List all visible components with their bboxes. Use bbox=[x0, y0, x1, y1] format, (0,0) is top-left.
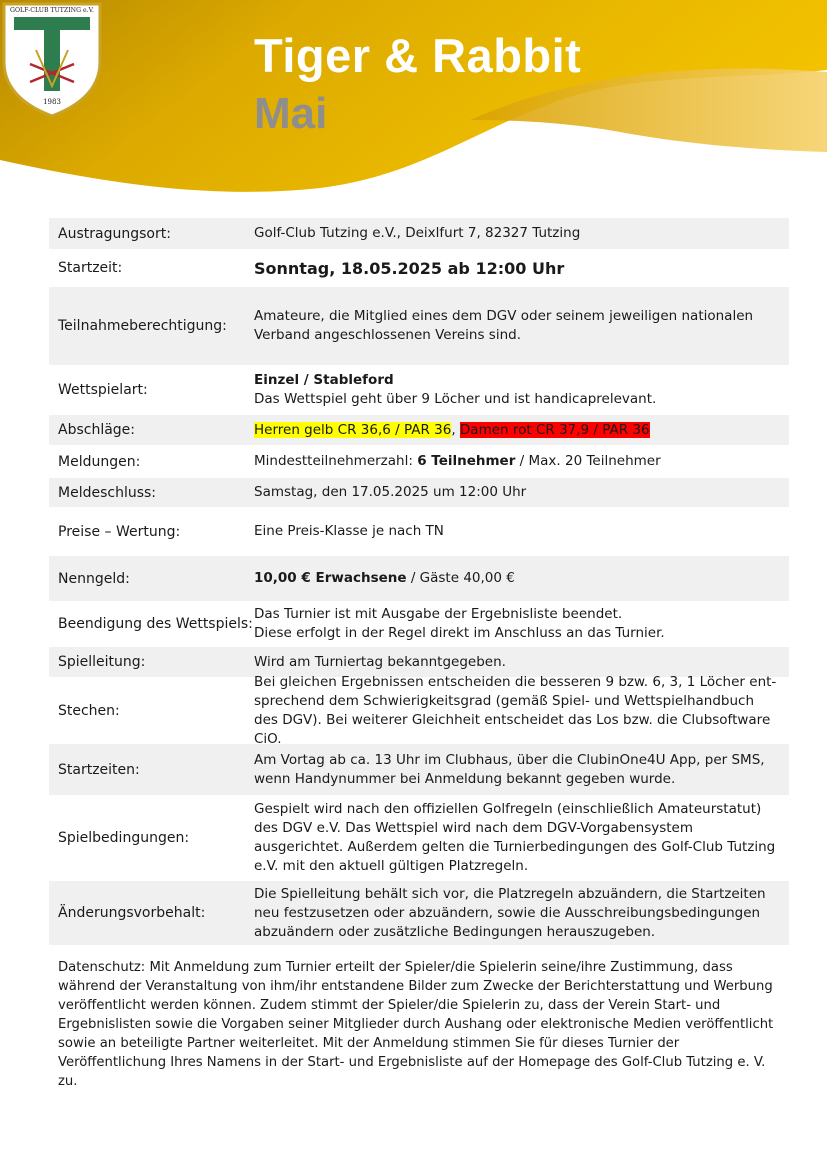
value-spielleitung: Wird am Turniertag bekanntgegeben. bbox=[254, 653, 506, 670]
row-aenderungsvorbehalt bbox=[49, 881, 789, 947]
value-meldeschluss: Samstag, den 17.05.2025 um 12:00 Uhr bbox=[254, 484, 527, 500]
label-spielbedingungen: Spielbedingungen: bbox=[58, 830, 190, 846]
label-preise: Preise – Wertung: bbox=[58, 523, 181, 540]
page-subtitle: Mai bbox=[254, 89, 328, 138]
value-startzeiten: Am Vortag ab ca. 13 Uhr im Clubhaus, über die ClubinOne4U App, per SMS, wenn Handynummer bei Anmeldung bekannt gegeben wurde. bbox=[254, 751, 765, 787]
logo-club-name: GOLF-CLUB TUTZING e.V. bbox=[10, 7, 94, 14]
row-abschlaege bbox=[49, 415, 789, 447]
meldungen-min: 6 Teilnehmer bbox=[417, 453, 516, 469]
beendigung-line1: Das Turnier ist mit Ausgabe der Ergebnisliste beendet. bbox=[254, 606, 623, 622]
value-beendigung bbox=[254, 605, 789, 643]
row-meldeschluss bbox=[49, 478, 789, 509]
meldungen-prefix: Mindestteilnehmerzahl: bbox=[254, 453, 418, 469]
value-meldungen bbox=[254, 452, 789, 471]
header-banner bbox=[0, 0, 827, 200]
row-beendigung bbox=[49, 603, 789, 647]
beendigung-line2: Diese erfolgt in der Regel direkt im Anschluss an das Turnier. bbox=[254, 625, 665, 641]
value-nenngeld bbox=[254, 569, 789, 588]
label-abschlaege: Abschläge: bbox=[58, 422, 136, 438]
label-nenngeld: Nenngeld: bbox=[58, 570, 130, 587]
label-spielleitung: Spielleitung: bbox=[58, 654, 146, 670]
value-stechen: Bei gleichen Ergebnissen entscheiden die besseren 9 bzw. 6, 3, 1 Löcher ent- sprechend dem Schwierigkeitsgrad (gemäß Spiel- und Wettspielhandbuch des DGV). Bei weiterer Gleichheit entscheidet das Los bzw. die Clubsoftware CiO. bbox=[254, 673, 777, 747]
row-preise bbox=[49, 509, 789, 556]
label-startzeiten: Startzeiten: bbox=[58, 761, 140, 778]
row-nenngeld bbox=[49, 556, 789, 603]
nenngeld-adults: 10,00 € Erwachsene bbox=[254, 570, 407, 586]
value-abschlaege bbox=[254, 421, 789, 440]
tournament-info-table bbox=[49, 218, 789, 947]
value-spielbedingungen: Gespielt wird nach den offiziellen Golfregeln (einschließlich Amateurstatut) des DGV e.V. Das Wettspiel wird nach dem DGV-Vorgabensystem ausgerichtet. Außerdem gelten die Turnierbedingungen des Golf-Club Tutzing e.V. mit den aktuell gültigen Platzregeln. bbox=[254, 801, 776, 874]
value-wettspielart bbox=[254, 371, 789, 409]
label-stechen: Stechen: bbox=[58, 702, 120, 719]
row-meldungen bbox=[49, 447, 789, 478]
label-wettspielart: Wettspielart: bbox=[58, 382, 148, 398]
label-beendigung: Beendigung des Wettspiels: bbox=[58, 616, 253, 632]
logo-year: 1983 bbox=[43, 98, 61, 106]
label-teilnahmeberechtigung: Teilnahmeberechtigung: bbox=[58, 318, 227, 334]
row-teilnahmeberechtigung bbox=[49, 287, 789, 367]
wettspielart-format: Einzel / Stableford bbox=[254, 372, 394, 388]
row-startzeiten bbox=[49, 744, 789, 797]
label-startzeit: Startzeit: bbox=[58, 260, 123, 276]
page-title: Tiger & Rabbit bbox=[254, 29, 582, 82]
wettspielart-description: Das Wettspiel geht über 9 Löcher und ist handicaprelevant. bbox=[254, 391, 657, 407]
row-spielbedingungen bbox=[49, 797, 789, 881]
label-meldeschluss: Meldeschluss: bbox=[58, 484, 157, 501]
nenngeld-guests: / Gäste 40,00 € bbox=[406, 570, 515, 586]
label-austragungsort: Austragungsort: bbox=[58, 225, 171, 242]
privacy-notice: Datenschutz: Mit Anmeldung zum Turnier erteilt der Spieler/die Spielerin seine/ihre Zustimmung, dass während der Veranstaltung von ihm/ihr entstandene Bilder zum Zwecke der Berichterstattung und Werbung veröffentlicht werden können. Zudem stimmt der Spieler/die Spielerin zu, dass der Verein Start- und Ergebnislisten sowie die Vorgaben seiner Mitglieder durch Aushang oder elektronische Medien veröffentlicht sowie an beteiligte Partner weiterleitet. Mit der Anmeldung stimmen Sie für dieses Turnier der Veröffentlichung Ihres Namens in der Start- und Ergebnisliste auf der Homepage des Golf-Club Tutzing e. V. zu. bbox=[58, 960, 774, 1089]
meldungen-max: / Max. 20 Teilnehmer bbox=[515, 453, 661, 469]
value-aenderungsvorbehalt: Die Spielleitung behält sich vor, die Platzregeln abzuändern, die Startzeiten neu festzusetzen oder abzuändern, sowie die Ausschreibungsbedingungen abzuändern oder zusätzliche Bedingungen herauszugeben. bbox=[254, 885, 766, 940]
row-startzeit bbox=[49, 251, 789, 287]
tee-damen: Damen rot CR 37,9 / PAR 36 bbox=[459, 421, 650, 438]
label-meldungen: Meldungen: bbox=[58, 453, 141, 470]
tee-herren: Herren gelb CR 36,6 / PAR 36 bbox=[254, 421, 452, 438]
club-logo bbox=[0, 0, 104, 118]
tee-separator: , bbox=[451, 421, 460, 438]
value-teilnahmeberechtigung: Amateure, die Mitglied eines dem DGV oder seinem jeweiligen nationalen Verband angeschlossenen Vereins sind. bbox=[254, 308, 754, 343]
label-aenderungsvorbehalt: Änderungsvorbehalt: bbox=[58, 905, 206, 921]
row-wettspielart bbox=[49, 367, 789, 415]
value-austragungsort: Golf-Club Tutzing e.V., Deixlfurt 7, 82327 Tutzing bbox=[254, 225, 581, 241]
value-preise: Eine Preis-Klasse je nach TN bbox=[254, 523, 444, 539]
row-stechen bbox=[49, 673, 789, 747]
value-startzeit: Sonntag, 18.05.2025 ab 12:00 Uhr bbox=[254, 258, 565, 278]
row-austragungsort bbox=[49, 218, 789, 251]
